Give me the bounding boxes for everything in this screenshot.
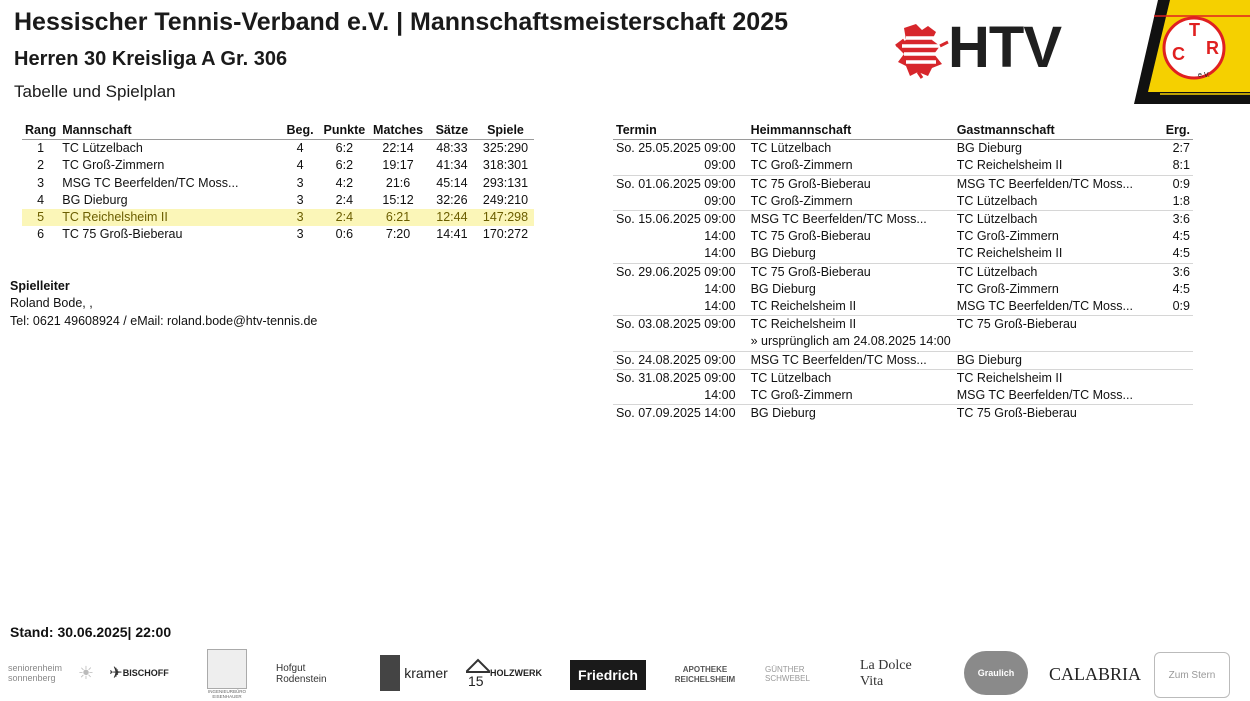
team-link[interactable]: MSG TC Beerfelden/TC Moss... bbox=[62, 175, 239, 190]
guest-team-link[interactable]: TC Groß-Zimmern bbox=[956, 229, 1059, 244]
team-link[interactable]: TC 75 Groß-Bieberau bbox=[62, 227, 183, 242]
match-result[interactable]: 8:1 bbox=[1172, 158, 1190, 173]
rang: 3 bbox=[37, 175, 45, 190]
page-title: Hessischer Tennis-Verband e.V. | Mannschaftsmeisterschaft 2025 bbox=[14, 8, 788, 36]
schedule-row bbox=[613, 351, 1193, 369]
beg: 4 bbox=[296, 158, 304, 173]
spiele: 147:298 bbox=[477, 209, 534, 226]
guest-team-link[interactable]: TC Groß-Zimmern bbox=[956, 281, 1059, 296]
match-result[interactable]: 4:5 bbox=[1172, 229, 1190, 244]
reschedule-note: » ursprünglich am 24.08.2025 14:00 bbox=[750, 334, 951, 349]
saetze: 45:14 bbox=[436, 175, 468, 190]
rang: 5 bbox=[22, 209, 59, 226]
match-date: So. 31.08.2025 09:00 bbox=[613, 369, 748, 387]
match-result bbox=[1159, 316, 1193, 334]
guest-team-link[interactable]: TC Lützelbach bbox=[956, 193, 1038, 208]
match-date: So. 24.08.2025 09:00 bbox=[613, 351, 748, 369]
matches: 22:14 bbox=[382, 141, 414, 156]
col-matches: Matches bbox=[369, 122, 427, 140]
matches: 19:17 bbox=[382, 158, 414, 173]
calabria-logo[interactable]: CALABRIA bbox=[1049, 663, 1142, 684]
col-ergebnis: Erg. bbox=[1159, 122, 1193, 140]
schedule-note-row bbox=[613, 333, 1193, 351]
guest-team-link[interactable]: BG Dieburg bbox=[954, 351, 1159, 369]
svg-text:15: 15 bbox=[468, 673, 484, 688]
club-logo-letter-c: C bbox=[1172, 44, 1185, 64]
htv-logo-text: HTV bbox=[948, 15, 1061, 80]
home-team-link[interactable]: TC 75 Groß-Bieberau bbox=[748, 263, 954, 281]
home-team-link[interactable]: TC Lützelbach bbox=[748, 369, 954, 387]
saetze: 48:33 bbox=[436, 141, 468, 156]
matches: 21:6 bbox=[385, 175, 411, 190]
saetze: 12:44 bbox=[427, 209, 477, 226]
guest-team-link[interactable]: TC Reichelsheim II bbox=[956, 246, 1063, 261]
htv-logo bbox=[892, 15, 1107, 80]
matches: 7:20 bbox=[385, 227, 411, 242]
match-result[interactable]: 2:7 bbox=[1172, 141, 1190, 156]
rang: 2 bbox=[37, 158, 45, 173]
league-title: Herren 30 Kreisliga A Gr. 306 bbox=[14, 48, 288, 70]
saetze: 32:26 bbox=[436, 192, 468, 207]
match-result[interactable]: 3:6 bbox=[1159, 211, 1193, 229]
hessen-lion-icon bbox=[892, 20, 952, 80]
rang: 6 bbox=[37, 227, 45, 242]
match-date: 14:00 bbox=[704, 299, 736, 314]
match-date: 14:00 bbox=[704, 388, 736, 403]
schedule-row bbox=[613, 193, 1193, 211]
guest-team-link[interactable]: TC Reichelsheim II bbox=[956, 158, 1063, 173]
standings-row-highlighted bbox=[22, 209, 534, 226]
match-date: So. 07.09.2025 14:00 bbox=[613, 405, 748, 423]
sponsor-bar bbox=[0, 646, 1250, 701]
match-date: 09:00 bbox=[704, 193, 736, 208]
saetze: 41:34 bbox=[436, 158, 468, 173]
match-date: So. 25.05.2025 09:00 bbox=[616, 141, 736, 156]
rang: 1 bbox=[37, 141, 45, 156]
team-link[interactable]: TC Lützelbach bbox=[62, 141, 143, 156]
hofgut-logo[interactable]: Hofgut Rodenstein bbox=[276, 663, 327, 685]
spielleiter-block bbox=[10, 278, 317, 330]
ingenieurbuero-logo[interactable]: INGENIEURBÜRO EISENHAUER bbox=[204, 646, 250, 701]
apotheke-logo[interactable]: APOTHEKE REICHELSHEIM bbox=[674, 665, 736, 684]
guest-team-link[interactable]: BG Dieburg bbox=[956, 141, 1023, 156]
home-team-link[interactable]: TC 75 Groß-Bieberau bbox=[748, 175, 954, 193]
standings-table bbox=[22, 122, 534, 243]
col-spiele: Spiele bbox=[477, 122, 534, 140]
col-punkte: Punkte bbox=[320, 122, 370, 140]
match-date bbox=[613, 333, 748, 351]
stand-timestamp: Stand: 30.06.2025| 22:00 bbox=[10, 624, 172, 640]
la-dolce-vita-logo[interactable]: La Dolce Vita bbox=[860, 658, 912, 689]
match-date: So. 01.06.2025 09:00 bbox=[613, 175, 748, 193]
rang: 4 bbox=[37, 192, 45, 207]
home-team-link[interactable]: TC Groß-Zimmern bbox=[750, 158, 853, 173]
match-result[interactable]: 4:5 bbox=[1172, 246, 1190, 261]
punkte: 4:2 bbox=[335, 175, 354, 190]
kramer-logo[interactable]: kramer bbox=[378, 654, 450, 692]
standings-row bbox=[22, 192, 534, 209]
guest-team-link[interactable]: TC 75 Groß-Bieberau bbox=[954, 316, 1159, 334]
team-link[interactable]: TC Reichelsheim II bbox=[59, 209, 280, 226]
standings-row bbox=[22, 175, 534, 192]
guest-team-link[interactable]: MSG TC Beerfelden/TC Moss... bbox=[954, 175, 1159, 193]
holzwerk-logo[interactable]: 15 HOLZWERK bbox=[466, 650, 542, 696]
punkte: 0:6 bbox=[335, 227, 354, 242]
club-logo-letter-t: T bbox=[1189, 20, 1200, 40]
schedule-row bbox=[613, 175, 1193, 193]
schedule-table bbox=[613, 122, 1193, 422]
match-result bbox=[1159, 369, 1193, 387]
standings-row bbox=[22, 157, 534, 174]
spiele: 318:301 bbox=[482, 158, 529, 173]
home-team-link[interactable]: MSG TC Beerfelden/TC Moss... bbox=[748, 351, 954, 369]
home-team-link[interactable]: MSG TC Beerfelden/TC Moss... bbox=[748, 211, 954, 229]
match-date: So. 03.08.2025 09:00 bbox=[613, 316, 748, 334]
team-link[interactable]: TC Groß-Zimmern bbox=[62, 158, 165, 173]
col-gastmannschaft: Gastmannschaft bbox=[954, 122, 1159, 140]
club-logo-letter-r: R bbox=[1206, 38, 1219, 58]
match-date: 14:00 bbox=[704, 229, 736, 244]
schedule-row bbox=[613, 211, 1193, 229]
beg: 3 bbox=[281, 209, 320, 226]
guest-team-link bbox=[954, 333, 1159, 351]
graulich-logo[interactable]: Graulich bbox=[962, 648, 1030, 698]
matches: 15:12 bbox=[382, 192, 414, 207]
zum-stern-logo[interactable]: Zum Stern bbox=[1154, 652, 1230, 698]
standings-row bbox=[22, 226, 534, 243]
home-team-link[interactable]: TC 75 Groß-Bieberau bbox=[750, 229, 871, 244]
schedule-row bbox=[613, 316, 1193, 334]
col-heimmannschaft: Heimmannschaft bbox=[748, 122, 954, 140]
schedule-row bbox=[613, 228, 1193, 245]
match-result[interactable]: 3:6 bbox=[1159, 263, 1193, 281]
beg: 3 bbox=[296, 192, 304, 207]
spielleiter-name: Roland Bode, , bbox=[10, 296, 93, 311]
schedule-row bbox=[613, 405, 1193, 423]
home-team-link[interactable]: TC Groß-Zimmern bbox=[750, 193, 853, 208]
home-team-link[interactable]: BG Dieburg bbox=[750, 281, 816, 296]
bischoff-logo[interactable]: ✈ BISCHOFF bbox=[109, 665, 169, 682]
home-team-link[interactable]: BG Dieburg bbox=[748, 405, 954, 423]
punkte: 6:2 bbox=[335, 158, 354, 173]
standings-row bbox=[22, 140, 534, 158]
schedule-row bbox=[613, 140, 1193, 158]
spielleiter-heading: Spielleiter bbox=[10, 279, 70, 293]
home-team-link[interactable]: BG Dieburg bbox=[750, 246, 816, 261]
section-title: Tabelle und Spielplan bbox=[14, 82, 176, 101]
schedule-row bbox=[613, 387, 1193, 405]
match-result[interactable]: 1:8 bbox=[1172, 193, 1190, 208]
home-team-link[interactable]: TC Lützelbach bbox=[750, 141, 832, 156]
guest-team-link[interactable]: TC Reichelsheim II bbox=[954, 369, 1159, 387]
punkte: 6:2 bbox=[335, 141, 354, 156]
beg: 3 bbox=[296, 175, 304, 190]
guest-team-link[interactable]: TC Lützelbach bbox=[954, 211, 1159, 229]
schedule-row bbox=[613, 263, 1193, 281]
club-logo-ev: e.V. bbox=[1198, 72, 1210, 79]
matches: 6:21 bbox=[369, 209, 427, 226]
standings-header bbox=[22, 122, 534, 140]
spiele: 170:272 bbox=[482, 227, 529, 242]
match-result[interactable]: 0:9 bbox=[1159, 175, 1193, 193]
home-team-link[interactable]: TC Groß-Zimmern bbox=[750, 388, 853, 403]
match-result bbox=[1159, 405, 1193, 423]
guest-team-link[interactable]: TC Lützelbach bbox=[954, 263, 1159, 281]
col-saetze: Sätze bbox=[427, 122, 477, 140]
schedule-row bbox=[613, 369, 1193, 387]
match-result bbox=[1159, 351, 1193, 369]
match-date: 09:00 bbox=[704, 158, 736, 173]
match-date: So. 15.06.2025 09:00 bbox=[613, 211, 748, 229]
schedule-row bbox=[613, 245, 1193, 263]
guest-team-link[interactable]: MSG TC Beerfelden/TC Moss... bbox=[956, 388, 1133, 403]
match-result bbox=[1159, 387, 1193, 405]
schedule-row bbox=[613, 298, 1193, 316]
spiele: 325:290 bbox=[482, 141, 529, 156]
col-mannschaft: Mannschaft bbox=[59, 122, 280, 140]
col-termin: Termin bbox=[613, 122, 748, 140]
guest-team-link[interactable]: MSG TC Beerfelden/TC Moss... bbox=[956, 299, 1133, 314]
spiele: 249:210 bbox=[482, 192, 529, 207]
saetze: 14:41 bbox=[436, 227, 468, 242]
schedule-header bbox=[613, 122, 1193, 140]
schedule-row bbox=[613, 281, 1193, 298]
club-logo bbox=[1134, 0, 1250, 104]
col-rang: Rang bbox=[22, 122, 59, 140]
match-date: So. 29.06.2025 09:00 bbox=[613, 263, 748, 281]
spielleiter-contact[interactable]: Tel: 0621 49608924 / eMail: roland.bode@htv-tennis.de bbox=[10, 313, 318, 328]
sonnenberg-logo[interactable]: seniorenheim sonnenberg ☀ bbox=[8, 662, 94, 683]
beg: 3 bbox=[296, 227, 304, 242]
punkte: 2:4 bbox=[320, 209, 370, 226]
match-date: 14:00 bbox=[704, 281, 736, 296]
friedrich-logo[interactable]: Friedrich bbox=[570, 660, 646, 690]
guest-team-link[interactable]: TC 75 Groß-Bieberau bbox=[954, 405, 1159, 423]
spiele: 293:131 bbox=[482, 175, 529, 190]
beg: 4 bbox=[296, 141, 304, 156]
home-team-link[interactable]: TC Reichelsheim II bbox=[748, 316, 954, 334]
punkte: 2:4 bbox=[335, 192, 354, 207]
match-date: 14:00 bbox=[704, 246, 736, 261]
schedule-row bbox=[613, 157, 1193, 175]
home-team-link[interactable]: TC Reichelsheim II bbox=[750, 299, 857, 314]
col-beg: Beg. bbox=[281, 122, 320, 140]
team-link[interactable]: BG Dieburg bbox=[62, 192, 128, 207]
match-result bbox=[1159, 333, 1193, 351]
match-result[interactable]: 0:9 bbox=[1172, 299, 1190, 314]
schwebel-logo[interactable]: GÜNTHER SCHWEBEL bbox=[765, 665, 810, 683]
match-result[interactable]: 4:5 bbox=[1172, 281, 1190, 296]
